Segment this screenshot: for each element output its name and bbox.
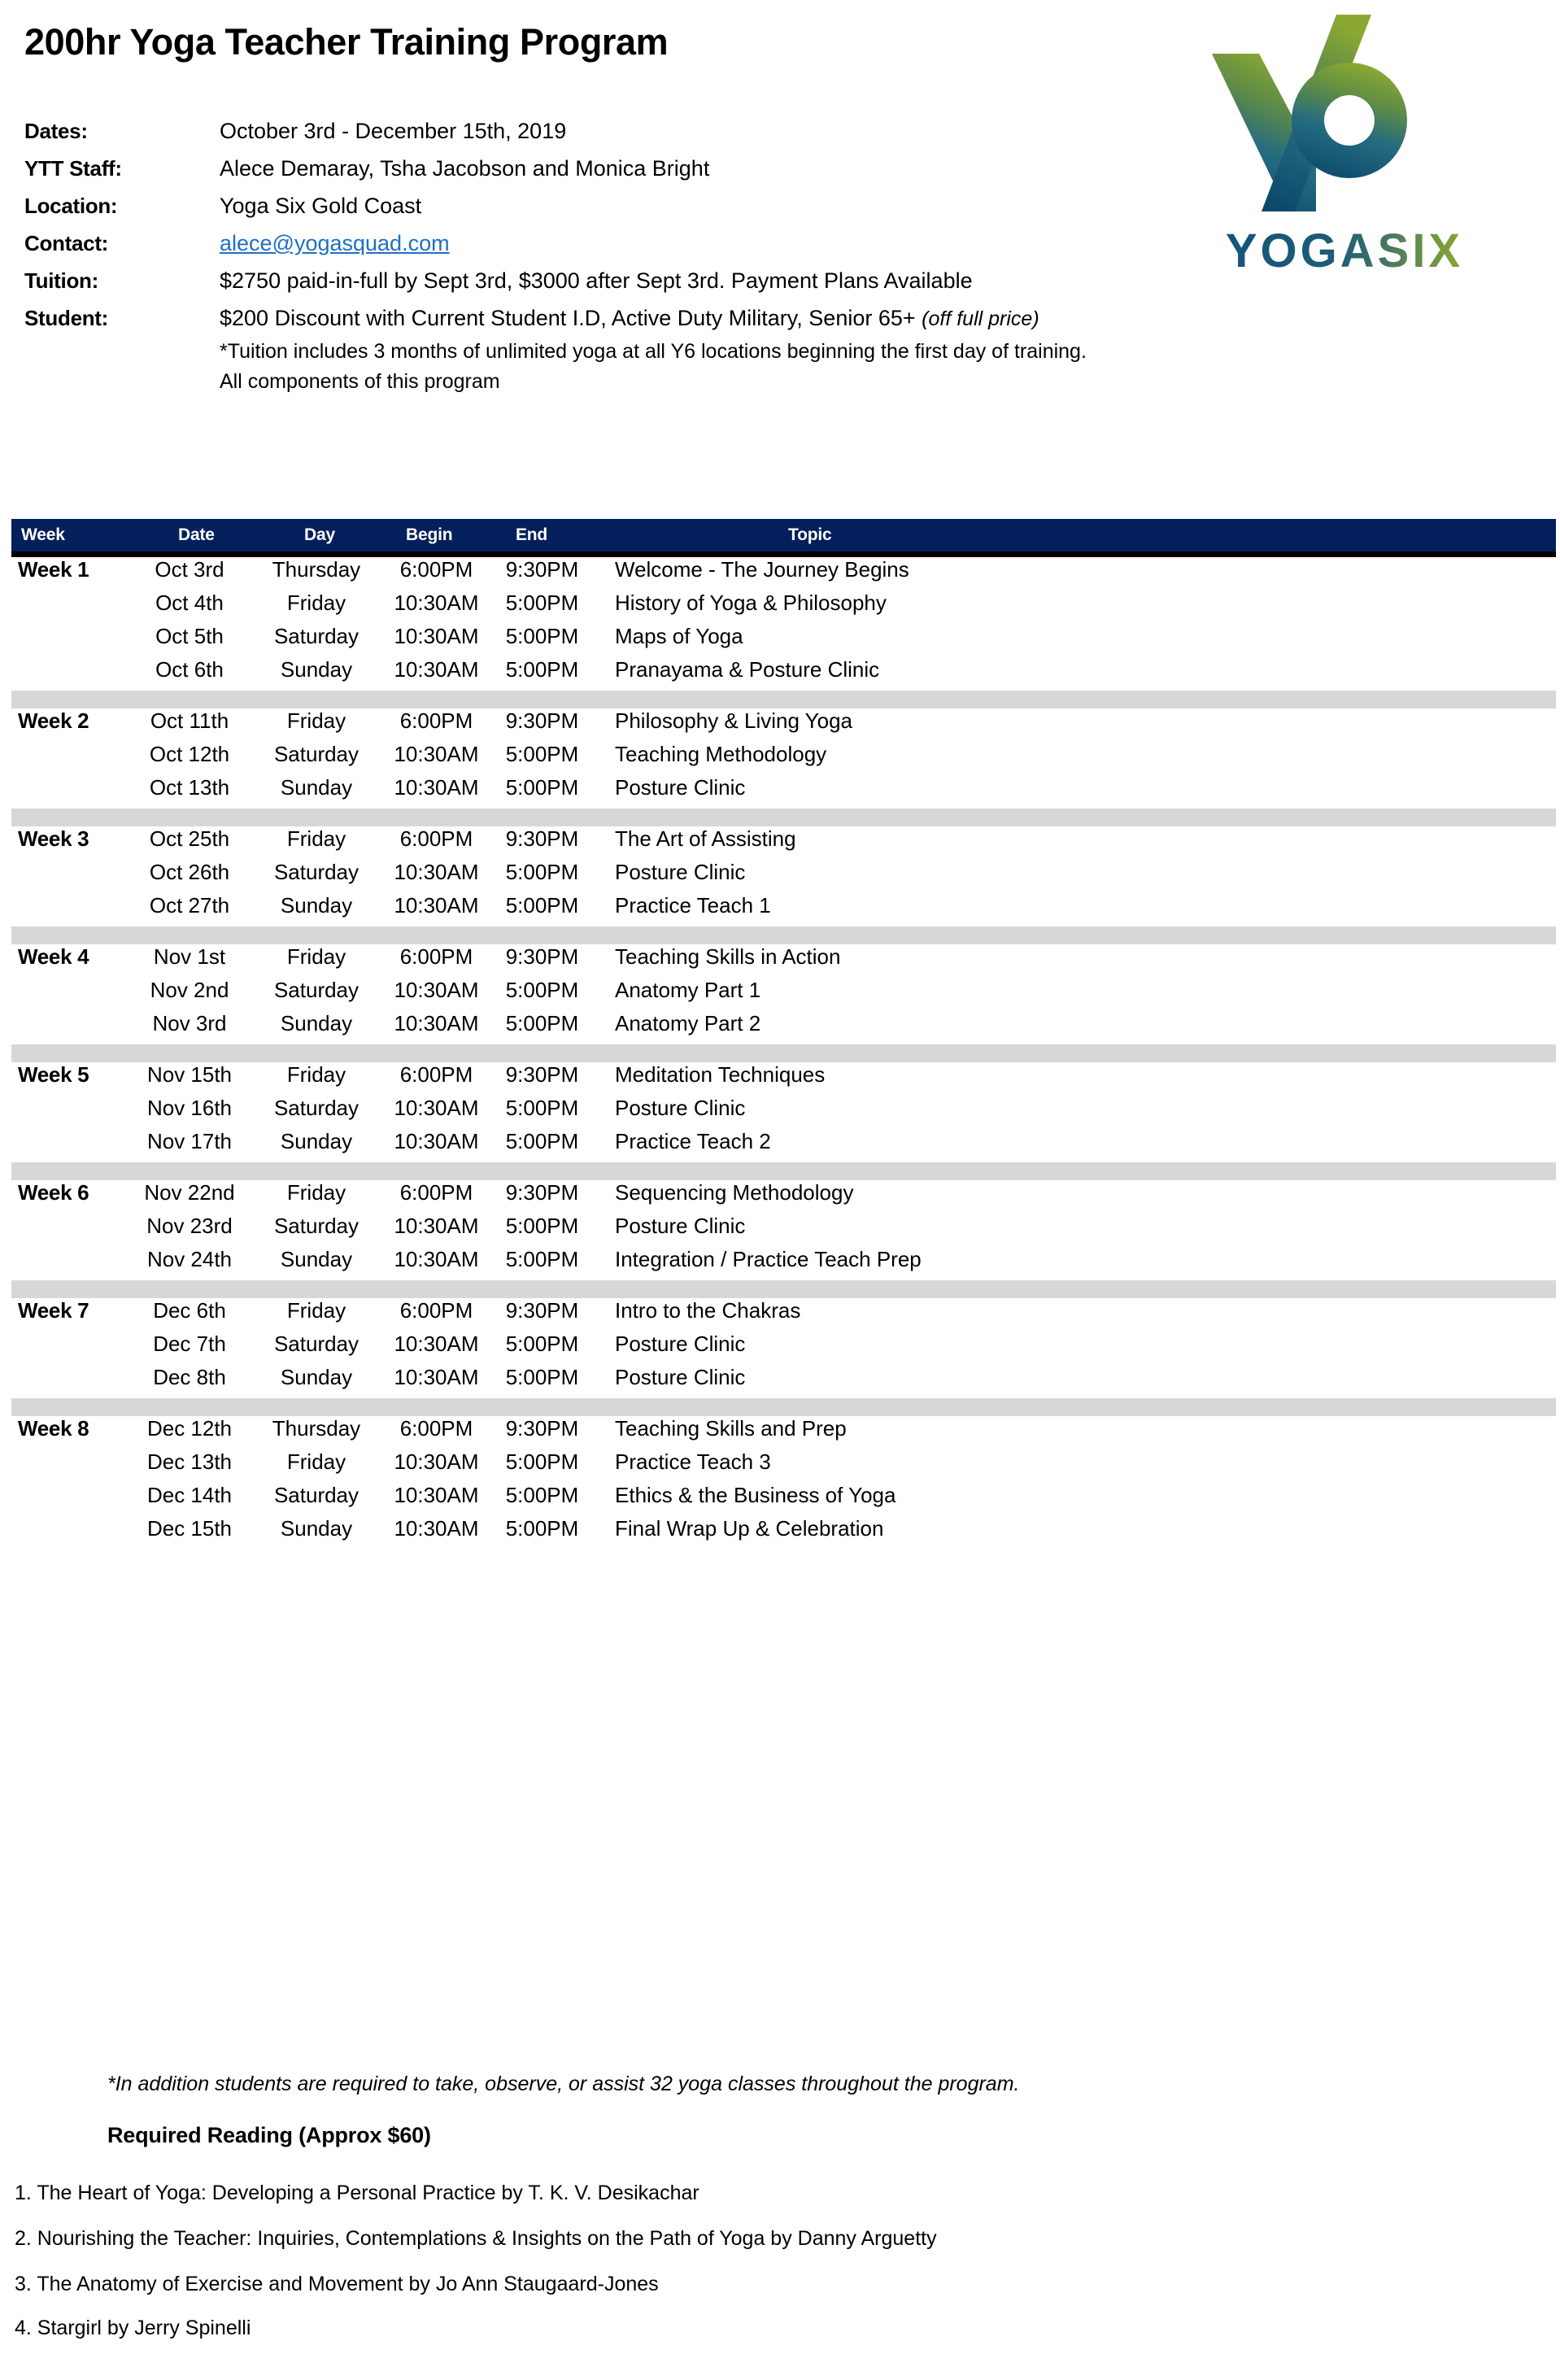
cell-begin: 10:30AM (394, 1096, 479, 1120)
cell-end: 9:30PM (505, 826, 579, 851)
cell-begin: 10:30AM (394, 978, 479, 1002)
cell-day: Sunday (280, 657, 353, 682)
cell-begin: 10:30AM (394, 1332, 479, 1356)
week-separator (11, 691, 1556, 708)
column-header-week: Week (21, 525, 65, 544)
cell-day: Saturday (273, 1096, 359, 1120)
week-group (11, 708, 1556, 809)
table-row (11, 1416, 1556, 1449)
cell-end: 5:00PM (505, 1214, 579, 1238)
info-value[interactable] (220, 231, 450, 256)
cell-topic: Anatomy Part 1 (615, 978, 761, 1002)
cell-end: 5:00PM (505, 1096, 579, 1120)
cell-topic: Practice Teach 1 (615, 893, 771, 918)
cell-begin: 10:30AM (394, 1011, 479, 1035)
cell-end: 5:00PM (505, 742, 579, 766)
info-value: Yoga Six Gold Coast (220, 194, 422, 218)
cell-topic: Posture Clinic (615, 775, 746, 800)
required-reading-title: Required Reading (Approx $60) (107, 2123, 431, 2147)
info-subnote: All components of this program (220, 370, 500, 393)
cell-begin: 6:00PM (399, 557, 473, 582)
cell-date: Oct 5th (155, 624, 224, 648)
column-header-date: Date (178, 525, 215, 544)
cell-topic: Welcome - The Journey Begins (615, 557, 909, 582)
cell-day: Friday (286, 1180, 346, 1205)
column-header-topic: Topic (788, 525, 832, 544)
cell-topic: Ethics & the Business of Yoga (615, 1483, 896, 1507)
cell-end: 9:30PM (505, 557, 579, 582)
cell-end: 5:00PM (505, 591, 579, 615)
table-row (11, 1298, 1556, 1332)
table-row (11, 1449, 1556, 1483)
table-row (11, 1096, 1556, 1129)
cell-date: Nov 3rd (152, 1011, 227, 1035)
cell-date: Dec 13th (146, 1449, 233, 1474)
cell-day: Sunday (280, 1247, 353, 1271)
cell-date: Oct 12th (149, 742, 230, 766)
cell-week: Week 4 (18, 944, 89, 969)
week-group (11, 1180, 1556, 1280)
cell-day: Sunday (280, 1011, 353, 1035)
table-row (11, 1129, 1556, 1162)
cell-topic: Posture Clinic (615, 860, 746, 884)
cell-week: Week 3 (18, 826, 89, 851)
table-row (11, 1332, 1556, 1365)
cell-begin: 10:30AM (394, 1516, 479, 1541)
cell-week: Week 2 (18, 708, 89, 733)
table-row (11, 1180, 1556, 1214)
table-row (11, 826, 1556, 860)
week-group (11, 1062, 1556, 1162)
table-row (11, 775, 1556, 809)
cell-end: 9:30PM (505, 708, 579, 733)
cell-begin: 10:30AM (394, 893, 479, 918)
cell-end: 5:00PM (505, 624, 579, 648)
info-row (0, 231, 1560, 268)
cell-day: Thursday (272, 1416, 361, 1441)
info-subnote: *Tuition includes 3 months of unlimited yoga at all Y6 locations beginning the first day of training. (220, 340, 1087, 363)
cell-topic: Sequencing Methodology (615, 1180, 854, 1205)
table-row (11, 557, 1556, 591)
cell-topic: Final Wrap Up & Celebration (615, 1516, 884, 1541)
table-row (11, 657, 1556, 691)
cell-day: Sunday (280, 893, 353, 918)
contact-email-link[interactable]: alece@yogasquad.com (220, 231, 450, 255)
cell-day: Friday (286, 1062, 346, 1087)
cell-date: Dec 14th (146, 1483, 233, 1507)
info-row (0, 119, 1560, 156)
week-separator (11, 1162, 1556, 1180)
cell-topic: Posture Clinic (615, 1214, 746, 1238)
cell-date: Dec 12th (146, 1416, 233, 1441)
cell-end: 5:00PM (505, 893, 579, 918)
cell-topic: Philosophy & Living Yoga (615, 708, 853, 733)
cell-day: Saturday (273, 742, 359, 766)
cell-end: 5:00PM (505, 775, 579, 800)
cell-begin: 10:30AM (394, 1483, 479, 1507)
program-info-block (0, 119, 1560, 393)
table-row (11, 860, 1556, 893)
info-value: Alece Demaray, Tsha Jacobson and Monica Bright (220, 156, 710, 181)
cell-week: Week 6 (18, 1180, 89, 1205)
cell-day: Thursday (272, 557, 361, 582)
cell-topic: Meditation Techniques (615, 1062, 826, 1087)
reading-list-item: 1. The Heart of Yoga: Developing a Personal Practice by T. K. V. Desikachar (15, 2182, 699, 2204)
cell-topic: Teaching Skills in Action (615, 944, 841, 969)
cell-topic: Teaching Skills and Prep (615, 1416, 847, 1441)
cell-day: Sunday (280, 775, 353, 800)
cell-topic: Anatomy Part 2 (615, 1011, 761, 1035)
cell-date: Nov 2nd (150, 978, 229, 1002)
cell-begin: 10:30AM (394, 1365, 479, 1389)
cell-begin: 6:00PM (399, 1298, 473, 1323)
cell-begin: 10:30AM (394, 1129, 479, 1153)
week-group (11, 944, 1556, 1044)
table-row (11, 1062, 1556, 1096)
cell-begin: 10:30AM (394, 742, 479, 766)
cell-begin: 10:30AM (394, 624, 479, 648)
table-row (11, 1516, 1556, 1550)
cell-day: Friday (286, 944, 346, 969)
cell-begin: 6:00PM (399, 1062, 473, 1087)
cell-begin: 6:00PM (399, 944, 473, 969)
week-separator (11, 1280, 1556, 1298)
cell-begin: 6:00PM (399, 826, 473, 851)
cell-begin: 10:30AM (394, 1449, 479, 1474)
cell-begin: 6:00PM (399, 1180, 473, 1205)
cell-day: Saturday (273, 624, 359, 648)
table-row (11, 893, 1556, 926)
info-label: Contact: (24, 231, 109, 255)
table-row (11, 1011, 1556, 1044)
cell-date: Nov 1st (153, 944, 226, 969)
reading-list-item: 4. Stargirl by Jerry Spinelli (15, 2317, 251, 2339)
cell-date: Dec 7th (153, 1332, 226, 1356)
cell-topic: Teaching Methodology (615, 742, 827, 766)
cell-day: Friday (286, 708, 346, 733)
table-row (11, 978, 1556, 1011)
cell-day: Friday (286, 1298, 346, 1323)
cell-end: 5:00PM (505, 1011, 579, 1035)
cell-topic: Posture Clinic (615, 1365, 746, 1389)
cell-date: Oct 6th (155, 657, 224, 682)
table-row (11, 708, 1556, 742)
cell-date: Oct 13th (149, 775, 230, 800)
cell-day: Sunday (280, 1365, 353, 1389)
table-row (11, 1483, 1556, 1516)
cell-topic: Pranayama & Posture Clinic (615, 657, 880, 682)
cell-day: Friday (286, 1449, 346, 1474)
table-row (11, 1247, 1556, 1280)
cell-end: 9:30PM (505, 1298, 579, 1323)
cell-date: Nov 23rd (146, 1214, 233, 1238)
cell-begin: 10:30AM (394, 775, 479, 800)
cell-date: Oct 3rd (155, 557, 224, 582)
cell-topic: Intro to the Chakras (615, 1298, 801, 1323)
table-body (11, 557, 1556, 1550)
cell-day: Sunday (280, 1516, 353, 1541)
table-header-row (11, 519, 1556, 557)
cell-end: 5:00PM (505, 1332, 579, 1356)
cell-date: Nov 15th (146, 1062, 233, 1087)
table-row (11, 591, 1556, 624)
cell-week: Week 5 (18, 1062, 89, 1087)
cell-end: 9:30PM (505, 944, 579, 969)
cell-date: Nov 17th (146, 1129, 233, 1153)
cell-end: 9:30PM (505, 1180, 579, 1205)
info-value: $2750 paid-in-full by Sept 3rd, $3000 after Sept 3rd. Payment Plans Available (220, 268, 973, 293)
info-value-note: (off full price) (922, 307, 1039, 330)
cell-date: Oct 26th (149, 860, 230, 884)
yogasix-wordmark: YOGASIX (1225, 224, 1464, 277)
cell-date: Nov 24th (146, 1247, 233, 1271)
cell-date: Oct 4th (155, 591, 224, 615)
info-label: Location: (24, 194, 118, 218)
week-group (11, 826, 1556, 926)
cell-week: Week 1 (18, 557, 89, 582)
cell-end: 5:00PM (505, 860, 579, 884)
cell-topic: Practice Teach 2 (615, 1129, 771, 1153)
cell-date: Oct 11th (150, 708, 229, 733)
info-row (0, 306, 1560, 343)
page-title: 200hr Yoga Teacher Training Program (24, 21, 669, 63)
cell-date: Dec 8th (153, 1365, 226, 1389)
table-row (11, 1214, 1556, 1247)
week-separator (11, 926, 1556, 944)
cell-topic: Posture Clinic (615, 1096, 746, 1120)
cell-begin: 10:30AM (394, 1214, 479, 1238)
info-label: Student: (24, 306, 109, 330)
cell-day: Friday (286, 591, 346, 615)
cell-end: 5:00PM (505, 657, 579, 682)
cell-day: Friday (286, 826, 346, 851)
reading-list-item: 3. The Anatomy of Exercise and Movement by Jo Ann Staugaard-Jones (15, 2273, 659, 2295)
cell-end: 5:00PM (505, 1247, 579, 1271)
info-row (0, 268, 1560, 306)
week-group (11, 1416, 1556, 1550)
table-row (11, 1365, 1556, 1398)
cell-end: 9:30PM (505, 1062, 579, 1087)
info-label: Tuition: (24, 268, 98, 293)
cell-begin: 10:30AM (394, 591, 479, 615)
cell-end: 5:00PM (505, 1449, 579, 1474)
table-row (11, 742, 1556, 775)
cell-begin: 10:30AM (394, 1247, 479, 1271)
attendance-footnote: *In addition students are required to take, observe, or assist 32 yoga classes throughout the program. (107, 2073, 1020, 2095)
info-row (0, 156, 1560, 194)
cell-week: Week 7 (18, 1298, 89, 1323)
cell-end: 5:00PM (505, 1516, 579, 1541)
week-group (11, 557, 1556, 691)
week-separator (11, 1398, 1556, 1416)
cell-date: Oct 27th (149, 893, 230, 918)
cell-begin: 6:00PM (399, 1416, 473, 1441)
cell-day: Saturday (273, 1214, 359, 1238)
info-label: YTT Staff: (24, 156, 122, 181)
cell-date: Dec 6th (153, 1298, 226, 1323)
table-row (11, 944, 1556, 978)
cell-topic: History of Yoga & Philosophy (615, 591, 887, 615)
cell-topic: Integration / Practice Teach Prep (615, 1247, 922, 1271)
cell-begin: 10:30AM (394, 657, 479, 682)
cell-end: 9:30PM (505, 1416, 579, 1441)
info-label: Dates: (24, 119, 88, 143)
cell-topic: Maps of Yoga (615, 624, 743, 648)
cell-day: Sunday (280, 1129, 353, 1153)
cell-end: 5:00PM (505, 1129, 579, 1153)
info-row (0, 194, 1560, 231)
info-value: $200 Discount with Current Student I.D, Active Duty Military, Senior 65+ (off full price) (220, 306, 1039, 330)
cell-date: Dec 15th (146, 1516, 233, 1541)
info-value: October 3rd - December 15th, 2019 (220, 119, 567, 143)
cell-topic: Practice Teach 3 (615, 1449, 771, 1474)
cell-begin: 6:00PM (399, 708, 473, 733)
cell-date: Nov 22nd (144, 1180, 235, 1205)
week-group (11, 1298, 1556, 1398)
cell-day: Saturday (273, 1332, 359, 1356)
table-row (11, 624, 1556, 657)
column-header-begin: Begin (406, 525, 453, 544)
cell-topic: Posture Clinic (615, 1332, 746, 1356)
cell-day: Saturday (273, 860, 359, 884)
week-separator (11, 809, 1556, 826)
schedule-table (11, 519, 1556, 1550)
cell-date: Nov 16th (146, 1096, 233, 1120)
week-separator (11, 1044, 1556, 1062)
cell-day: Saturday (273, 978, 359, 1002)
column-header-day: Day (304, 525, 335, 544)
cell-day: Saturday (273, 1483, 359, 1507)
cell-week: Week 8 (18, 1416, 89, 1441)
reading-list-item: 2. Nourishing the Teacher: Inquiries, Contemplations & Insights on the Path of Yoga by Danny Arguetty (15, 2227, 937, 2250)
cell-end: 5:00PM (505, 978, 579, 1002)
column-header-end: End (516, 525, 548, 544)
cell-end: 5:00PM (505, 1483, 579, 1507)
cell-date: Oct 25th (149, 826, 230, 851)
cell-topic: The Art of Assisting (615, 826, 796, 851)
cell-end: 5:00PM (505, 1365, 579, 1389)
cell-begin: 10:30AM (394, 860, 479, 884)
